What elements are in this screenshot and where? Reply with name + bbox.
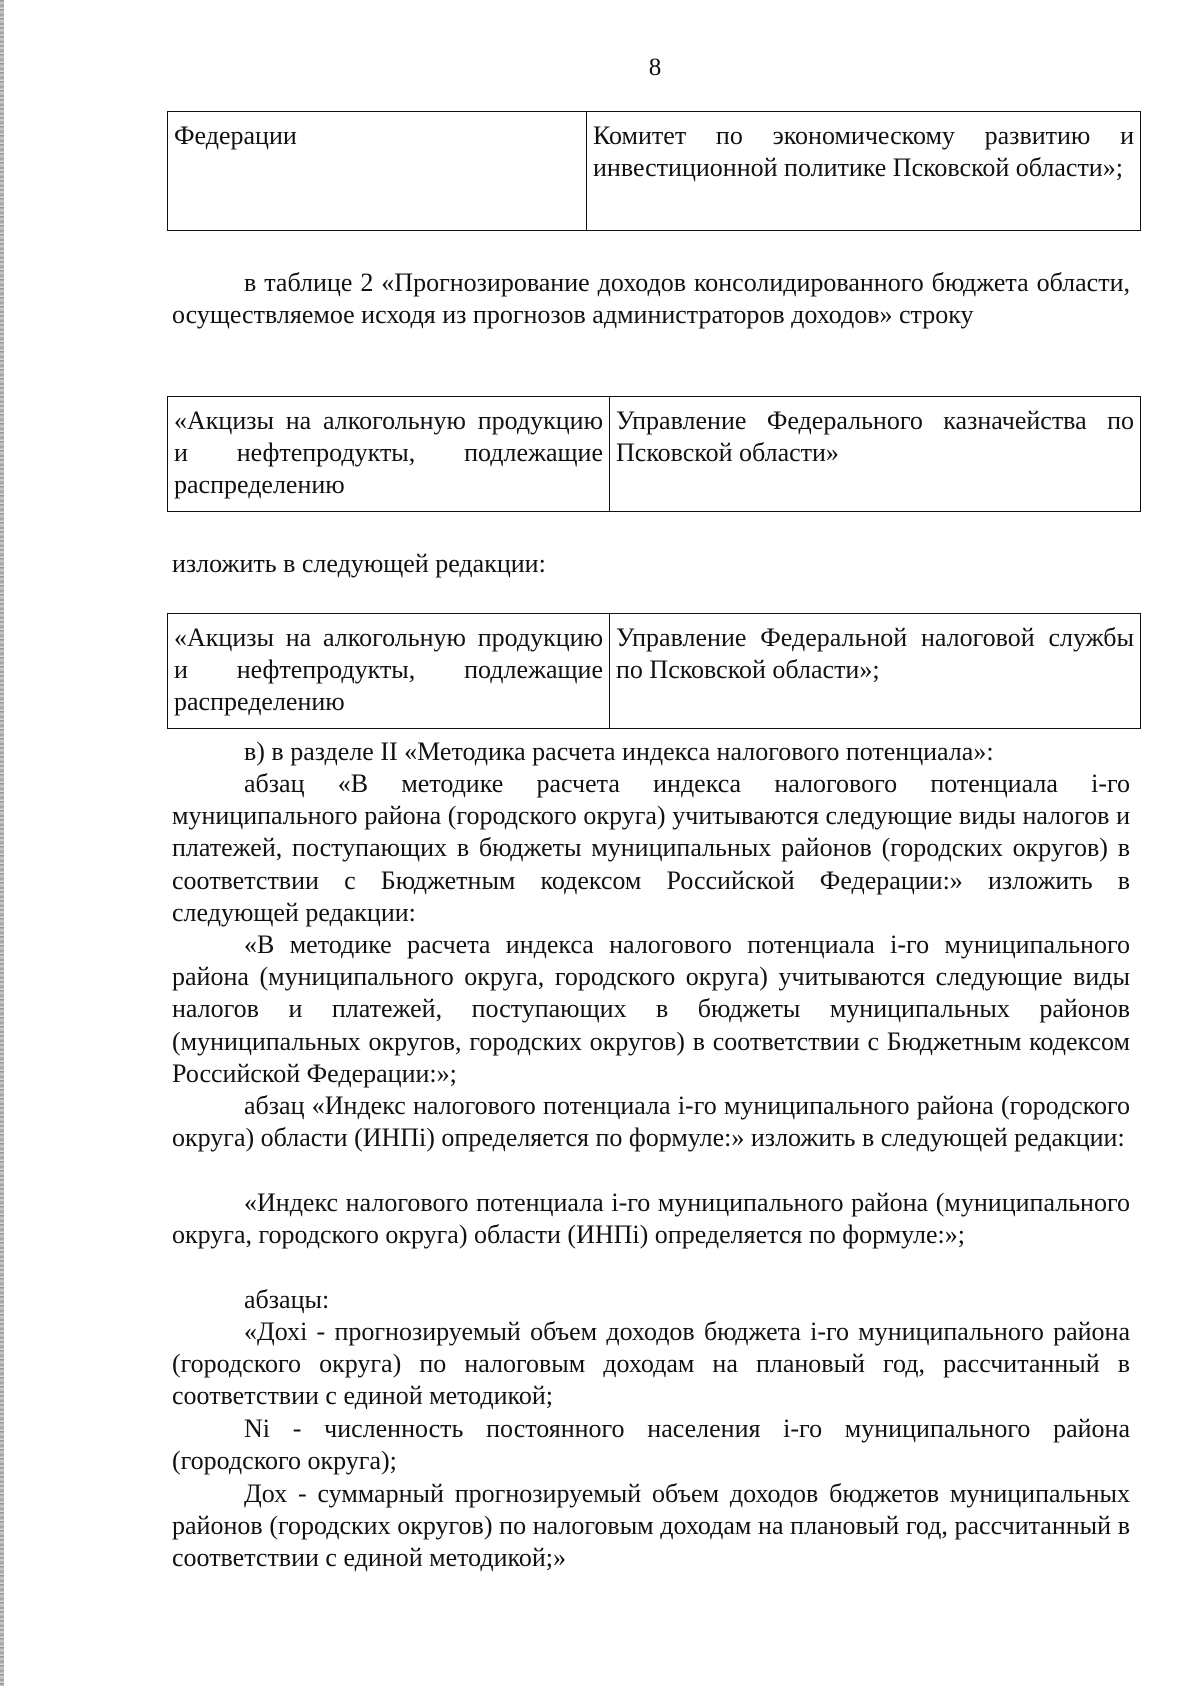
- paragraph-abzac-2: абзац «Индекс налогового потенциала i-го муниципального района (городского округа) области (ИНПi) определяется по формуле:» изложить в следующей редакции:: [172, 1091, 1130, 1153]
- table-cell-left: «Акцизы на алкогольную продукцию и нефтепродукты, подлежащие распределению: [168, 397, 610, 512]
- paragraph-abzacy: абзацы:: [244, 1285, 330, 1314]
- paragraph-doh: Дох - суммарный прогнозируемый объем доходов бюджетов муниципальных районов (городских округов) по налоговым доходам на плановый год, рассчитанный в соответствии с единой методикой;»: [172, 1479, 1130, 1573]
- table-cell-right: Комитет по экономическому развитию и инвестиционной политике Псковской области»;: [587, 112, 1141, 231]
- paragraph-quote-2: «Индекс налогового потенциала i-го муниципального района (муниципального округа, городского округа) области (ИНПi) определяется по формуле:»;: [172, 1188, 1130, 1250]
- paragraph-section-ii: в) в разделе II «Методика расчета индекса налогового потенциала»:: [244, 737, 994, 766]
- paragraph-quote-1: «В методике расчета индекса налогового потенциала i-го муниципального района (муниципального округа, городского округа) учитываются следующие виды налогов и платежей, поступающих в бюджеты муниципальных районов (муниципальных округов, городских округов) в соответствии с Бюджетным кодексом Российской Федерации:»;: [172, 930, 1130, 1088]
- paragraph-doh-i: «Дохi - прогнозируемый объем доходов бюджета i-го муниципального района (городского округа) по налоговым доходам на плановый год, рассчитанный в соответствии с единой методикой;: [172, 1317, 1130, 1411]
- scan-edge: [0, 0, 4, 1686]
- page-number: 8: [648, 54, 662, 81]
- table-row: [168, 397, 1141, 512]
- replace-note: изложить в следующей редакции:: [172, 549, 546, 578]
- table-cell-right: Управление Федерального казначейства по Псковской области»: [610, 397, 1141, 512]
- table-cell-left: «Акцизы на алкогольную продукцию и нефтепродукты, подлежащие распределению: [168, 614, 610, 729]
- table-row: [168, 614, 1141, 729]
- table-new-row: [167, 613, 1141, 729]
- paragraph-abzac-1: абзац «В методике расчета индекса налогового потенциала i-го муниципального района (городского округа) учитываются следующие виды налогов и платежей, поступающих в бюджеты муниципальных районов (городских округов) в соответствии с Бюджетным кодексом Российской Федерации:» изложить в следующей редакции:: [172, 769, 1130, 927]
- table-top: [167, 111, 1141, 231]
- table-cell-left: Федерации: [168, 112, 587, 231]
- paragraph-n-i: Ni - численность постоянного населения i-го муниципального района (городского округа);: [172, 1414, 1130, 1476]
- table-old-row: [167, 396, 1141, 512]
- table-cell-right: Управление Федеральной налоговой службы по Псковской области»;: [610, 614, 1141, 729]
- intro-paragraph: в таблице 2 «Прогнозирование доходов консолидированного бюджета области, осуществляемое исходя из прогнозов администраторов доходов» строку: [172, 268, 1130, 330]
- table-row: [168, 112, 1141, 231]
